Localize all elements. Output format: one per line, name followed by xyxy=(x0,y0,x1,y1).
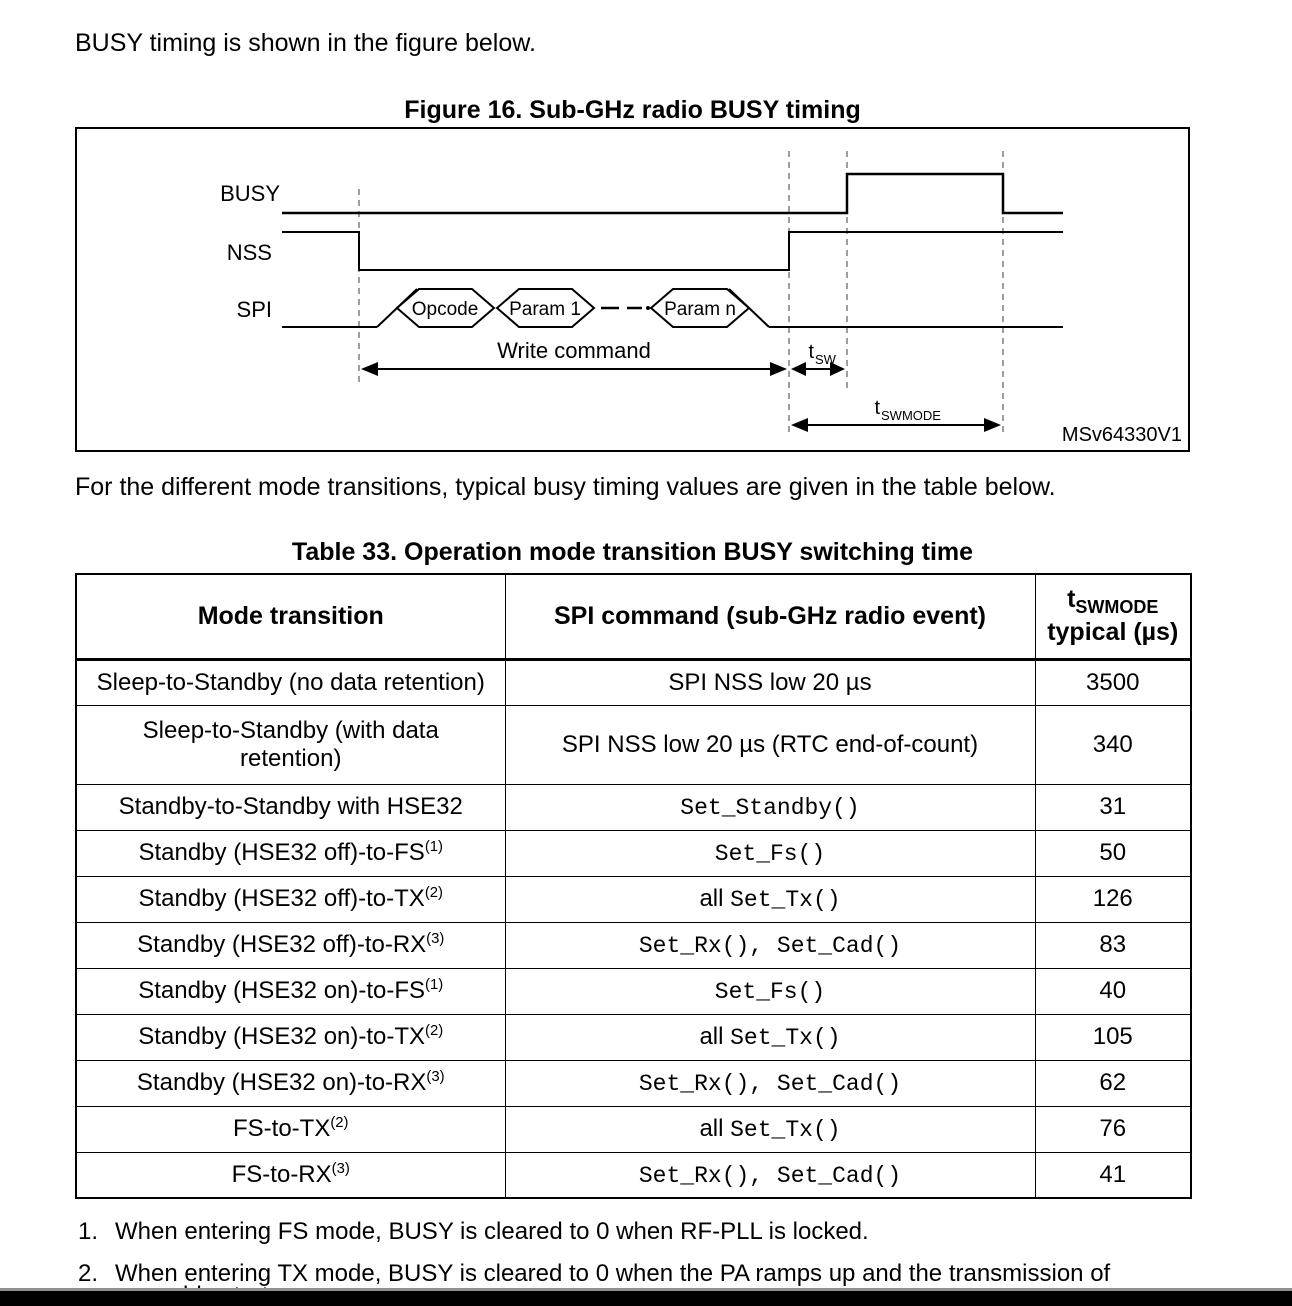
footnote-1 xyxy=(78,1218,1110,1246)
paramn-label: Param n xyxy=(664,299,736,320)
mode-transition-cell xyxy=(76,784,505,830)
mode-transition-footnote-ref: (1) xyxy=(424,839,444,855)
write-command-arrowhead-right xyxy=(770,362,787,376)
spi-bus-ellipsis-dot xyxy=(646,306,650,310)
intro-paragraph: BUSY timing is shown in the figure below. xyxy=(75,29,536,57)
figure-title: Figure 16. Sub-GHz radio BUSY timing xyxy=(404,96,861,124)
table-row xyxy=(76,705,1191,784)
spi-command-plain-text: SPI NSS low 20 µs xyxy=(668,668,872,696)
table-row xyxy=(76,784,1191,830)
spi-command-cell xyxy=(505,922,1035,968)
mode-transition-cell xyxy=(76,968,505,1014)
tsw-arrowhead-left xyxy=(791,362,806,376)
mode-transition-cell xyxy=(76,1060,505,1106)
mode-transition-cell xyxy=(76,876,505,922)
tswmode-value: 3500 xyxy=(1086,668,1140,696)
tswmode-value: 31 xyxy=(1099,793,1127,820)
page-cutoff-bar xyxy=(0,1288,1292,1306)
spi-command-cell xyxy=(505,659,1035,705)
spi-command-cell xyxy=(505,705,1035,784)
spi-command-code-text: Set_Standby() xyxy=(680,795,860,821)
tsw-label-base: t xyxy=(808,341,814,363)
spi-command-cell xyxy=(505,876,1035,922)
footnote-2-number: 2. xyxy=(78,1260,99,1287)
mode-transition-text: Standby (HSE32 off)-to-TX xyxy=(138,885,425,912)
tswmode-value-cell xyxy=(1035,784,1191,830)
figure-busy-timing-diagram xyxy=(75,127,1190,452)
header-tswmode-base: t xyxy=(1067,585,1076,614)
tswmode-value-cell xyxy=(1035,659,1191,705)
lead-in-paragraph: For the different mode transitions, typical busy timing values are given in the table below. xyxy=(75,473,1056,501)
spi-command-code-text: Set_Rx(), Set_Cad() xyxy=(638,1071,902,1097)
mode-transition-text: Standby-to-Standby with HSE32 xyxy=(118,793,463,820)
spi-command-cell xyxy=(505,968,1035,1014)
mode-transition-footnote-ref: (2) xyxy=(425,1023,444,1039)
spi-command-cell xyxy=(505,1014,1035,1060)
spi-command-cell xyxy=(505,1152,1035,1198)
mode-transition-footnote-ref: (2) xyxy=(330,1115,349,1131)
mode-transition-text: Standby (HSE32 off)-to-FS xyxy=(138,839,425,866)
tswmode-arrowhead-right xyxy=(984,418,1001,432)
spi-command-cell xyxy=(505,784,1035,830)
footnote-2-text: When entering TX mode, BUSY is cleared to 0 when the PA ramps up and the transmission of xyxy=(115,1260,1111,1287)
tswmode-value-cell xyxy=(1035,1060,1191,1106)
mode-transition-cell xyxy=(76,830,505,876)
mode-transition-footnote-ref: (3) xyxy=(331,1160,350,1177)
table-row xyxy=(76,659,1191,705)
tswmode-label-sub: SWMODE xyxy=(881,408,941,423)
opcode-label: Opcode xyxy=(411,299,479,320)
spi-command-plain-text: all xyxy=(699,1023,731,1050)
header-spi-command: SPI command (sub-GHz radio event) xyxy=(505,574,1035,659)
mode-transition-footnote-ref: (2) xyxy=(424,885,444,901)
header-tswmode-sub: SWMODE xyxy=(1075,597,1159,618)
write-command-label: Write command xyxy=(497,338,651,363)
mode-transition-text: Standby (HSE32 off)-to-RX xyxy=(137,931,427,958)
tswmode-value-cell xyxy=(1035,1014,1191,1060)
footnote-1-text: When entering FS mode, BUSY is cleared to 0 when RF-PLL is locked. xyxy=(115,1218,869,1245)
mode-transition-cell xyxy=(76,922,505,968)
tswmode-value: 41 xyxy=(1099,1160,1127,1188)
spi-command-cell xyxy=(505,1106,1035,1152)
mode-transition-cell xyxy=(76,1014,505,1060)
tswmode-value: 83 xyxy=(1099,931,1127,958)
tswmode-value: 62 xyxy=(1099,1069,1127,1096)
header-tswmode-unit: typical (µs) xyxy=(1047,618,1179,647)
table-row xyxy=(76,922,1191,968)
tswmode-value-cell xyxy=(1035,1152,1191,1198)
mode-transition-text: FS-to-RX xyxy=(231,1160,332,1188)
spi-command-code-text: Set_Fs() xyxy=(714,841,826,867)
spi-command-code-text: Set_Tx() xyxy=(730,887,841,913)
table-header-row xyxy=(76,574,1191,659)
tswmode-value: 40 xyxy=(1099,977,1127,1004)
header-mode-transition: Mode transition xyxy=(76,574,505,659)
tswmode-value-cell xyxy=(1035,1106,1191,1152)
mode-transition-cell xyxy=(76,1106,505,1152)
spi-command-code-text: Set_Tx() xyxy=(730,1117,841,1143)
mode-transition-footnote-ref: (3) xyxy=(426,931,445,947)
tswmode-value: 50 xyxy=(1099,839,1127,866)
table-row xyxy=(76,876,1191,922)
busy-signal-label: BUSY xyxy=(220,181,280,206)
tswmode-value-cell xyxy=(1035,830,1191,876)
spi-command-plain-text: all xyxy=(699,885,731,912)
mode-transition-footnote-ref: (3) xyxy=(426,1069,445,1085)
tswmode-value: 126 xyxy=(1092,885,1133,912)
spi-command-plain-text: SPI NSS low 20 µs (RTC end-of-count) xyxy=(561,730,979,758)
mode-transition-cell xyxy=(76,659,505,705)
tswmode-value-cell xyxy=(1035,968,1191,1014)
tswmode-value: 76 xyxy=(1099,1115,1127,1142)
timing-diagram-svg xyxy=(77,129,1188,450)
busy-signal-trace xyxy=(282,174,1063,213)
table-row xyxy=(76,968,1191,1014)
table-row xyxy=(76,1152,1191,1198)
param1-label: Param 1 xyxy=(509,299,581,320)
spi-command-code-text: Set_Rx(), Set_Cad() xyxy=(638,933,902,959)
table-row xyxy=(76,1106,1191,1152)
mode-transition-footnote-ref: (1) xyxy=(425,977,444,993)
mode-transition-text: Sleep-to-Standby (with data retention) xyxy=(142,716,439,772)
spi-command-code-text: Set_Tx() xyxy=(730,1025,841,1051)
footnote-1-number: 1. xyxy=(78,1218,99,1245)
tswmode-value-cell xyxy=(1035,922,1191,968)
mode-transition-text: Standby (HSE32 on)-to-RX xyxy=(136,1069,427,1096)
mode-transition-text: Sleep-to-Standby (no data retention) xyxy=(96,668,485,696)
nss-signal-label: NSS xyxy=(226,240,272,265)
tswmode-arrowhead-left xyxy=(791,418,808,432)
header-tswmode xyxy=(1035,574,1191,659)
mode-transition-cell xyxy=(76,705,505,784)
tswmode-value: 105 xyxy=(1092,1023,1133,1050)
tswmode-value-cell xyxy=(1035,705,1191,784)
tswmode-value: 340 xyxy=(1092,730,1133,758)
nss-signal-trace xyxy=(282,232,1063,270)
mode-transition-cell xyxy=(76,1152,505,1198)
busy-switching-time-table xyxy=(75,573,1192,1199)
spi-command-code-text: Set_Fs() xyxy=(714,979,826,1005)
table-title: Table 33. Operation mode transition BUSY switching time xyxy=(291,538,974,566)
tsw-label-sub: SW xyxy=(815,352,836,367)
mode-transition-text: Standby (HSE32 on)-to-TX xyxy=(138,1023,426,1050)
figure-watermark: MSv64330V1 xyxy=(1061,424,1182,446)
mode-transition-text: Standby (HSE32 on)-to-FS xyxy=(138,977,426,1004)
table-row xyxy=(76,1060,1191,1106)
mode-transition-text: FS-to-TX xyxy=(232,1115,331,1142)
spi-command-code-text: Set_Rx(), Set_Cad() xyxy=(638,1162,902,1189)
tswmode-value-cell xyxy=(1035,876,1191,922)
spi-command-plain-text: all xyxy=(699,1115,731,1142)
spi-command-cell xyxy=(505,830,1035,876)
spi-command-cell xyxy=(505,1060,1035,1106)
table-row xyxy=(76,830,1191,876)
tswmode-label-base: t xyxy=(874,397,880,419)
write-command-arrowhead-left xyxy=(361,362,378,376)
table-row xyxy=(76,1014,1191,1060)
spi-signal-label: SPI xyxy=(236,297,272,322)
